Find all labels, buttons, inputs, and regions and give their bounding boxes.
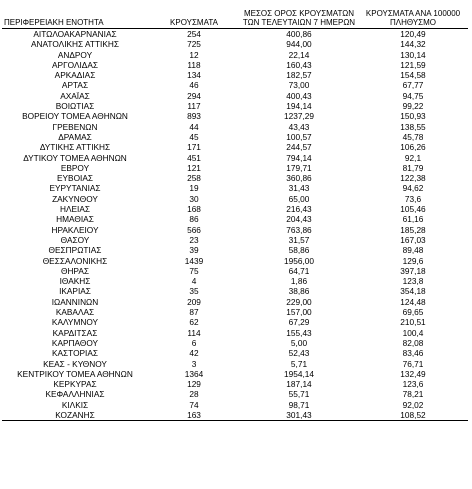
table-row [2, 70, 468, 80]
per-100k-cell: 154,58 [400, 70, 426, 81]
table-row [2, 50, 468, 60]
cases-cell: 46 [189, 80, 199, 91]
avg-7day-cell: 31,43 [288, 183, 310, 194]
regional-unit-cell: ΚΙΛΚΙΣ [61, 399, 89, 410]
avg-7day-cell: 43,43 [288, 121, 310, 132]
table-row [2, 204, 468, 214]
regional-unit-cell: ΑΡΓΟΛΙΔΑΣ [52, 59, 98, 70]
cases-cell: 294 [187, 90, 201, 101]
cases-cell: 6 [191, 337, 197, 348]
avg-7day-cell: 187,14 [286, 379, 312, 390]
per-100k-cell: 150,93 [400, 111, 426, 122]
regional-unit-cell: ΕΥΡΥΤΑΝΙΑΣ [49, 183, 101, 194]
per-100k-cell: 81,79 [402, 162, 424, 173]
per-100k-cell: 94,75 [402, 90, 424, 101]
per-100k-cell: 69,65 [402, 307, 424, 318]
cases-cell: 121 [187, 162, 201, 173]
per-100k-cell: 61,16 [402, 214, 424, 225]
per-100k-cell: 67,77 [402, 80, 424, 91]
per-100k-cell: 123,6 [402, 379, 424, 390]
table-row [2, 266, 468, 276]
table-row [2, 286, 468, 296]
table-row [2, 91, 468, 101]
cases-cell: 209 [187, 296, 201, 307]
cases-cell: 1439 [184, 255, 204, 266]
avg-7day-cell: 204,43 [286, 214, 312, 225]
table-row [2, 235, 468, 245]
avg-7day-cell: 400,43 [286, 90, 312, 101]
avg-7day-cell: 229,00 [286, 296, 312, 307]
per-100k-cell: 45,78 [402, 131, 424, 142]
per-100k-cell: 76,71 [402, 358, 424, 369]
per-100k-cell: 123,8 [402, 276, 424, 287]
per-100k-cell: 78,21 [402, 389, 424, 400]
per-100k-cell: 144,32 [400, 39, 426, 50]
regional-unit-cell: ΘΕΣΠΡΩΤΙΑΣ [48, 245, 102, 256]
avg-7day-cell: 65,00 [288, 193, 310, 204]
per-100k-cell: 397,18 [400, 265, 426, 276]
table-row [2, 111, 468, 121]
regional-unit-cell: ΑΡΚΑΔΙΑΣ [54, 70, 96, 81]
regional-unit-cell: ΑΝΔΡΟΥ [57, 49, 93, 60]
table-row [2, 39, 468, 49]
regional-unit-cell: ΘΑΣΟΥ [60, 234, 90, 245]
regional-unit-cell: ΑΝΑΤΟΛΙΚΗΣ ΑΤΤΙΚΗΣ [30, 39, 120, 50]
avg-7day-cell: 1954,14 [284, 368, 314, 379]
per-100k-cell: 92,1 [404, 152, 422, 163]
cases-cell: 1364 [184, 368, 204, 379]
cases-cell: 12 [189, 49, 199, 60]
per-100k-cell: 73,6 [404, 193, 422, 204]
cases-cell: 28 [189, 389, 199, 400]
per-100k-cell: 185,28 [400, 224, 426, 235]
per-100k-cell: 121,59 [400, 59, 426, 70]
per-100k-cell: 106,26 [400, 142, 426, 153]
table-row [2, 163, 468, 173]
cases-cell: 35 [189, 286, 199, 297]
per-100k-cell: 100,4 [402, 327, 424, 338]
regional-unit-cell: ΚΑΡΠΑΘΟΥ [51, 337, 99, 348]
cases-cell: 87 [189, 307, 199, 318]
per-100k-cell: 122,38 [400, 173, 426, 184]
cases-cell: 129 [187, 379, 201, 390]
avg-7day-cell: 1237,29 [284, 111, 314, 122]
regional-unit-cell: ΙΚΑΡΙΑΣ [59, 286, 91, 297]
regional-unit-cell: ΒΟΡΕΙΟΥ ΤΟΜΕΑ ΑΘΗΝΩΝ [22, 111, 128, 122]
header-regional-unit: ΠΕΡΙΦΕΡΕΙΑΚΗ ΕΝΟΤΗΤΑ [2, 2, 148, 29]
avg-7day-cell: 763,86 [286, 224, 312, 235]
regional-unit-cell: ΚΑΒΑΛΑΣ [55, 307, 95, 318]
cases-cell: 19 [189, 183, 199, 194]
table-row [2, 60, 468, 70]
cases-cell: 118 [187, 59, 201, 70]
regional-unit-cell: ΘΗΡΑΣ [60, 265, 90, 276]
avg-7day-cell: 400,86 [286, 29, 312, 39]
avg-7day-cell: 1,86 [290, 276, 308, 287]
regional-unit-cell: ΑΡΤΑΣ [61, 80, 89, 91]
regional-unit-cell: ΙΩΑΝΝΙΝΩΝ [51, 296, 99, 307]
avg-7day-cell: 157,00 [286, 307, 312, 318]
cases-cell: 75 [189, 265, 199, 276]
table-row [2, 80, 468, 90]
table-row [2, 338, 468, 348]
per-100k-cell: 124,48 [400, 296, 426, 307]
avg-7day-cell: 100,57 [286, 131, 312, 142]
cases-cell: 254 [187, 29, 201, 39]
avg-7day-cell: 182,57 [286, 70, 312, 81]
table-row [2, 297, 468, 307]
cases-cell: 451 [187, 152, 201, 163]
avg-7day-cell: 38,86 [288, 286, 310, 297]
cases-cell: 4 [191, 276, 197, 287]
table-row [2, 122, 468, 132]
avg-7day-cell: 5,00 [290, 337, 308, 348]
avg-7day-cell: 216,43 [286, 204, 312, 215]
cases-cell: 725 [187, 39, 201, 50]
table-row [2, 400, 468, 410]
regional-unit-cell: ΚΕΑΣ - ΚΥΘΝΟΥ [43, 358, 107, 369]
regional-unit-cell: ΑΙΤΩΛΟΑΚΑΡΝΑΝΙΑΣ [33, 29, 117, 39]
table-row [2, 369, 468, 379]
table-row [2, 328, 468, 338]
regional-unit-cell: ΑΧΑΪΑΣ [60, 90, 90, 101]
header-cases-per-100k: ΚΡΟΥΣΜΑΤΑ ΑΝΑ 100000 ΠΛΗΘΥΣΜΟ [358, 2, 468, 29]
regional-unit-cell: ΚΕΡΚΥΡΑΣ [53, 379, 97, 390]
table-row [2, 410, 468, 421]
cases-cell: 134 [187, 70, 201, 81]
regional-unit-cell: ΕΥΒΟΙΑΣ [56, 173, 94, 184]
per-100k-cell: 83,46 [402, 348, 424, 359]
avg-7day-cell: 160,43 [286, 59, 312, 70]
table-row [2, 225, 468, 235]
regional-unit-cell: ΚΕΝΤΡΙΚΟΥ ΤΟΜΕΑ ΑΘΗΝΩΝ [17, 368, 133, 379]
cases-cell: 114 [187, 327, 201, 338]
avg-7day-cell: 794,14 [286, 152, 312, 163]
regional-unit-cell: ΖΑΚΥΝΘΟΥ [52, 193, 98, 204]
table-row [2, 132, 468, 142]
regional-unit-cell: ΚΑΡΔΙΤΣΑΣ [52, 327, 98, 338]
avg-7day-cell: 194,14 [286, 101, 312, 112]
per-100k-cell: 120,49 [400, 29, 426, 39]
regional-unit-cell: ΔΡΑΜΑΣ [58, 131, 92, 142]
table-row [2, 194, 468, 204]
cases-cell: 566 [187, 224, 201, 235]
cases-cell: 258 [187, 173, 201, 184]
cases-cell: 74 [189, 399, 199, 410]
table-row [2, 183, 468, 193]
cases-cell: 39 [189, 245, 199, 256]
regional-unit-cell: ΙΘΑΚΗΣ [59, 276, 91, 287]
regional-unit-cell: ΚΑΣΤΟΡΙΑΣ [51, 348, 99, 359]
avg-7day-cell: 5,71 [290, 358, 308, 369]
avg-7day-cell: 179,71 [286, 162, 312, 173]
regional-unit-cell: ΕΒΡΟΥ [60, 162, 90, 173]
cases-cell: 30 [189, 193, 199, 204]
cases-cell: 23 [189, 234, 199, 245]
cases-cell: 893 [187, 111, 201, 122]
per-100k-cell: 108,52 [358, 410, 468, 421]
cases-cell: 171 [187, 142, 201, 153]
per-100k-cell: 129,6 [402, 255, 424, 266]
cases-cell: 62 [189, 317, 199, 328]
per-100k-cell: 99,22 [402, 101, 424, 112]
table-body [2, 29, 468, 421]
header-row [2, 2, 468, 29]
avg-7day-cell: 98,71 [288, 399, 310, 410]
table-row [2, 276, 468, 286]
avg-7day-cell: 22,14 [288, 49, 310, 60]
regional-unit-cell: ΗΜΑΘΙΑΣ [56, 214, 94, 225]
cases-cell: 44 [189, 121, 199, 132]
table-row [2, 359, 468, 369]
regional-unit-cell: ΗΡΑΚΛΕΙΟΥ [51, 224, 99, 235]
avg-7day-cell: 64,71 [288, 265, 310, 276]
table-row [2, 317, 468, 327]
avg-7day-cell: 55,71 [288, 389, 310, 400]
table-row [2, 307, 468, 317]
table-row [2, 348, 468, 358]
per-100k-cell: 210,51 [400, 317, 426, 328]
per-100k-cell: 167,03 [400, 234, 426, 245]
regional-unit-cell: ΚΑΛΥΜΝΟΥ [51, 317, 99, 328]
table-row [2, 101, 468, 111]
per-100k-cell: 132,49 [400, 368, 426, 379]
cases-cell: 3 [191, 358, 197, 369]
table-row [2, 29, 468, 40]
regional-unit-cell: ΚΟΖΑΝΗΣ [2, 410, 148, 421]
regional-unit-cell: ΗΛΕΙΑΣ [59, 204, 91, 215]
regional-unit-cell: ΚΕΦΑΛΛΗΝΙΑΣ [45, 389, 105, 400]
per-100k-cell: 130,14 [400, 49, 426, 60]
avg-7day-cell: 73,00 [288, 80, 310, 91]
cases-table [2, 2, 468, 421]
header-cases: ΚΡΟΥΣΜΑΤΑ [148, 2, 240, 29]
per-100k-cell: 92,02 [402, 399, 424, 410]
table-row [2, 245, 468, 255]
avg-7day-cell: 244,57 [286, 142, 312, 153]
regional-unit-cell: ΘΕΣΣΑΛΟΝΙΚΗΣ [42, 255, 108, 266]
avg-7day-cell: 301,43 [240, 410, 358, 421]
cases-cell: 117 [187, 101, 201, 112]
regional-unit-cell: ΒΟΙΩΤΙΑΣ [55, 101, 95, 112]
avg-7day-cell: 360,86 [286, 173, 312, 184]
table-row [2, 389, 468, 399]
table-row [2, 214, 468, 224]
avg-7day-cell: 1956,00 [284, 255, 314, 266]
cases-cell: 45 [189, 131, 199, 142]
regional-unit-cell: ΔΥΤΙΚΗΣ ΑΤΤΙΚΗΣ [39, 142, 111, 153]
cases-cell: 86 [189, 214, 199, 225]
avg-7day-cell: 155,43 [286, 327, 312, 338]
cases-cell: 42 [189, 348, 199, 359]
regional-unit-cell: ΔΥΤΙΚΟΥ ΤΟΜΕΑ ΑΘΗΝΩΝ [23, 152, 127, 163]
avg-7day-cell: 31,57 [288, 234, 310, 245]
avg-7day-cell: 58,86 [288, 245, 310, 256]
table-row [2, 256, 468, 266]
cases-cell: 163 [148, 410, 240, 421]
per-100k-cell: 82,08 [402, 337, 424, 348]
table-row [2, 379, 468, 389]
header-7day-average: ΜΕΣΟΣ ΟΡΟΣ ΚΡΟΥΣΜΑΤΩΝ ΤΩΝ ΤΕΛΕΥΤΑΙΩΝ 7 ΗΜΕΡΩΝ [240, 2, 358, 29]
cases-cell: 168 [187, 204, 201, 215]
table-row [2, 173, 468, 183]
avg-7day-cell: 67,29 [288, 317, 310, 328]
avg-7day-cell: 944,00 [286, 39, 312, 50]
per-100k-cell: 105,46 [400, 204, 426, 215]
per-100k-cell: 94,62 [402, 183, 424, 194]
table-row [2, 142, 468, 152]
regional-unit-cell: ΓΡΕΒΕΝΩΝ [52, 121, 98, 132]
per-100k-cell: 138,55 [400, 121, 426, 132]
per-100k-cell: 89,48 [402, 245, 424, 256]
per-100k-cell: 354,18 [400, 286, 426, 297]
table-row [2, 153, 468, 163]
avg-7day-cell: 52,43 [288, 348, 310, 359]
